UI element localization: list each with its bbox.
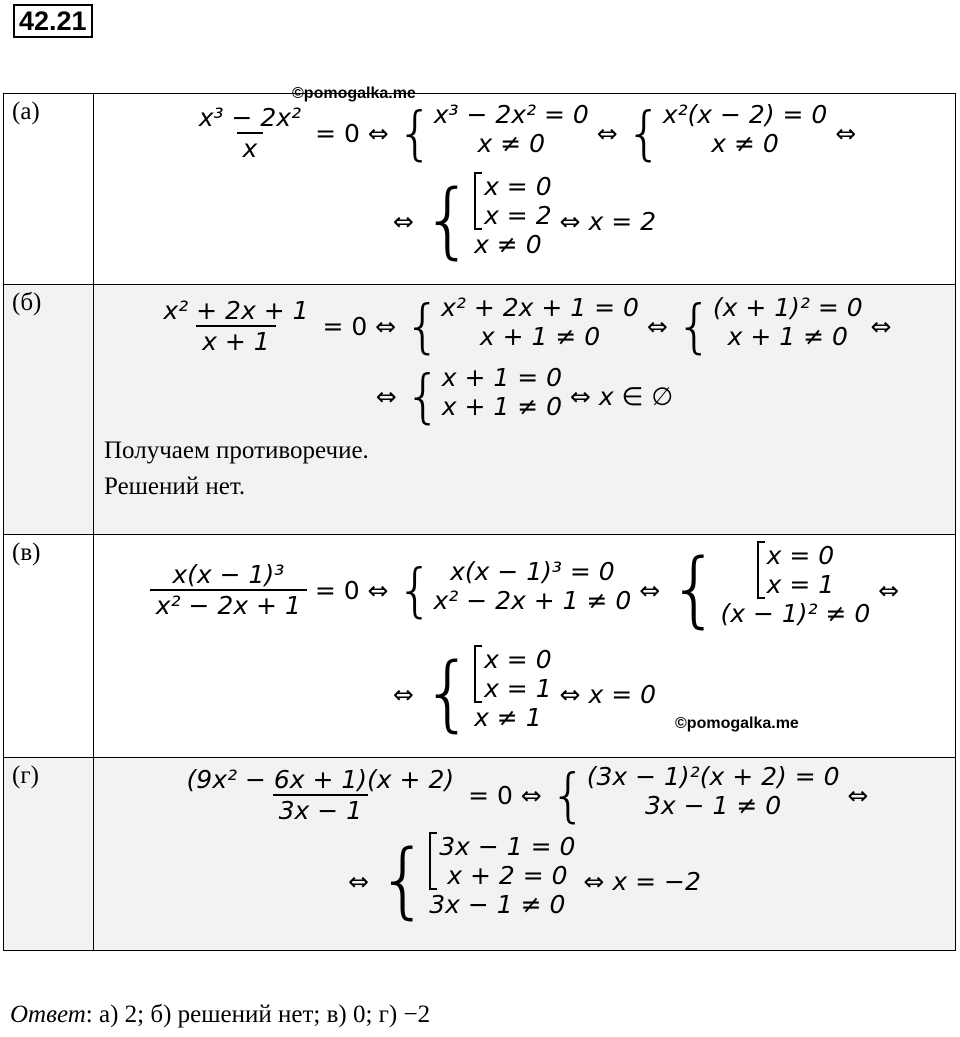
part-b-fraction: $\frac{\text{x² + 2x + 1}}{x + 1}$ <box>163 296 309 356</box>
part-c-fraction: $\frac{\text{x(x − 1)³}}{\text{x² − 2x + 1}}$ <box>150 560 307 620</box>
part-b-text-1: Получаем противоречие. <box>104 437 369 464</box>
part-c-row <box>4 535 956 758</box>
answer-word: Ответ <box>10 1001 86 1028</box>
part-a-system-1: { x³ − 2x² = 0 x ≠ 0 <box>396 99 589 167</box>
part-d-row <box>4 758 956 951</box>
part-d-system-2: { 3x − 1 = 0 x + 2 = 0 3x − 1 ≠ 0 <box>377 832 576 928</box>
part-a-system-3: { x = 0 x = 2 x ≠ 0 <box>421 172 552 268</box>
part-c-line-2: ⇔ { x = 0 x = 1 x ≠ 1 ⇔ x = 0 <box>392 645 657 741</box>
part-b-row <box>4 285 956 535</box>
watermark-middle: ©pomogalka.me <box>675 715 799 732</box>
part-d-fraction: $\frac{\text{(9x² − 6x + 1)(x + 2)}}{3x - 1}$ <box>186 765 455 825</box>
part-b-text-2: Решений нет. <box>104 473 246 500</box>
part-b-system-2: { (x + 1)² = 0 x + 1 ≠ 0 <box>675 292 863 360</box>
part-a-content <box>94 94 956 285</box>
part-d-content <box>94 758 956 951</box>
part-d-line-2: ⇔ { 3x − 1 = 0 x + 2 = 0 3x − 1 ≠ 0 ⇔ x = −2 <box>348 832 701 928</box>
solution-table <box>3 93 956 951</box>
part-b-system-3: { x + 1 = 0 x + 1 ≠ 0 <box>404 362 562 430</box>
part-c-set-2: x = 0 x = 1 <box>474 645 552 703</box>
part-d-system-1: { (3x − 1)²(x + 2) = 0 3x − 1 ≠ 0 <box>549 761 840 829</box>
part-d-set: 3x − 1 = 0 x + 2 = 0 <box>429 832 575 890</box>
part-a-line-2: ⇔ { x = 0 x = 2 x ≠ 0 ⇔ x = 2 <box>392 172 657 268</box>
part-c-system-3: { x = 0 x = 1 x ≠ 1 <box>421 645 552 741</box>
part-a-set: x = 0 x = 2 <box>474 172 552 230</box>
part-c-system-2: { x = 0 x = 1 (x − 1)² ≠ 0 <box>668 541 871 637</box>
part-c-system-1: { x(x − 1)³ = 0 x² − 2x + 1 ≠ 0 <box>396 556 632 624</box>
part-b-line-2: ⇔ { x + 1 = 0 x + 1 ≠ 0 ⇔ x ∈ ∅ <box>375 362 674 430</box>
part-a-system-2: { x²(x − 2) = 0 x ≠ 0 <box>625 99 828 167</box>
part-b-line-1: $\frac{\text{x² + 2x + 1}}{x + 1}$ = 0 ⇔ { x² + 2x + 1 = 0 x + 1 ≠ 0 ⇔ { (x + 1)² = 0 x + 1 ≠ 0 ⇔ <box>94 293 955 359</box>
part-a-fraction: $\frac{\text{x³ − 2x²}}{x}$ <box>198 103 302 163</box>
answer-text: : а) 2; б) решений нет; в) 0; г) −2 <box>85 1001 431 1028</box>
part-c-label: (в) <box>4 535 94 758</box>
part-a-label: (а) <box>4 94 94 285</box>
part-d-label: (г) <box>4 758 94 951</box>
part-d-line-1: $\frac{\text{(9x² − 6x + 1)(x + 2)}}{3x - 1}$ = 0 ⇔ { (3x − 1)²(x + 2) = 0 3x − 1 ≠ 0 ⇔ <box>94 762 955 828</box>
part-a-line-1: $\frac{\text{x³ − 2x²}}{x}$ = 0 ⇔ { x³ − 2x² = 0 x ≠ 0 ⇔ { x²(x − 2) = 0 x ≠ 0 ⇔ <box>94 100 955 166</box>
watermark-top: ©pomogalka.me <box>292 85 416 102</box>
part-b-content <box>94 285 956 535</box>
part-c-set-1: x = 0 x = 1 <box>757 541 835 599</box>
problem-number: 42.21 <box>13 4 93 38</box>
part-c-line-1: $\frac{\text{x(x − 1)³}}{\text{x² − 2x + 1}}$ = 0 ⇔ { x(x − 1)³ = 0 x² − 2x + 1 ≠ 0 ⇔ { x = 0 x = 1 (x − 1)² ≠ 0 ⇔ <box>94 541 955 639</box>
part-b-label: (б) <box>4 285 94 535</box>
part-b-system-1: { x² + 2x + 1 = 0 x + 1 ≠ 0 <box>404 292 639 360</box>
part-a-row <box>4 94 956 285</box>
part-c-content <box>94 535 956 758</box>
answer-line <box>10 1001 430 1029</box>
